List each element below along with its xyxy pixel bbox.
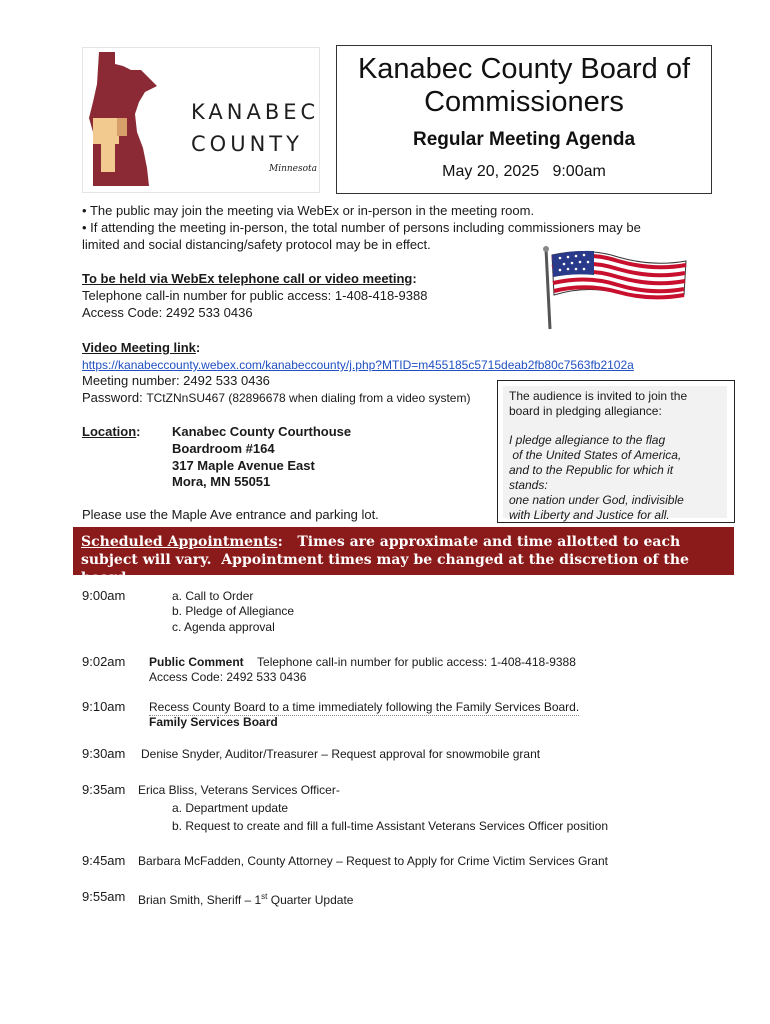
sheriff-text-a: Brian Smith, Sheriff – 1 xyxy=(138,893,262,907)
agenda-snowmobile-grant: Denise Snyder, Auditor/Treasurer – Request approval for snowmobile grant xyxy=(141,747,541,761)
public-comment-access: Access Code: 2492 533 0436 xyxy=(149,670,307,684)
password-value: TCtZNnSU467 (82896678 when dialing from a video system) xyxy=(146,391,471,405)
pledge-intro-1: The audience is invited to join the xyxy=(509,389,688,403)
video-meeting-link[interactable]: https://kanabeccounty.webex.com/kanabeccounty/j.php?MTID=m455185c5715deab2fb80c7563fb2102a xyxy=(82,358,634,372)
agenda-item-pledge: b. Pledge of Allegiance xyxy=(172,604,295,618)
video-heading-line xyxy=(82,340,200,356)
agenda-time-955: 9:55am xyxy=(82,889,126,904)
pledge-line-6: with Liberty and Justice for all. xyxy=(509,508,670,522)
scheduled-appointments-banner xyxy=(73,527,734,586)
sheriff-sup: st xyxy=(261,892,268,901)
notice-2-cont: limited and social distancing/safety protocol may be in effect. xyxy=(82,237,431,252)
agenda-time-910: 9:10am xyxy=(82,699,126,714)
webex-heading-colon: : xyxy=(412,271,417,286)
agenda-time-900: 9:00am xyxy=(82,588,126,603)
agenda-crime-victim-grant: Barbara McFadden, County Attorney – Request to Apply for Crime Victim Services Grant xyxy=(138,854,608,868)
agenda-time-930: 9:30am xyxy=(82,746,126,761)
notice-2: • If attending the meeting in-person, the total number of persons including commissioners may be xyxy=(82,220,641,235)
pledge-box xyxy=(497,380,735,523)
webex-access-code: Access Code: 2492 533 0436 xyxy=(82,305,253,320)
sheriff-text-b: Quarter Update xyxy=(267,893,354,907)
banner-description: : Times are approximate and time allotted to each subject will vary. Appointment times may be changed at the discretion of the board. xyxy=(81,534,694,586)
agenda-time-935: 9:35am xyxy=(82,782,126,797)
location-line-3: 317 Maple Avenue East xyxy=(172,458,315,473)
agenda-public-comment xyxy=(149,654,576,670)
pledge-box-inner xyxy=(503,386,727,522)
agenda-item-call-to-order: a. Call to Order xyxy=(172,589,254,603)
pledge-line-5: one nation under God, indivisible xyxy=(509,493,684,507)
notice-1-text: The public may join the meeting via WebEx or in-person in the meeting room. xyxy=(89,203,535,218)
public-comment-label: Public Comment xyxy=(149,655,244,669)
location-label: Location xyxy=(82,424,137,439)
agenda-subtitle: Regular Meeting Agenda xyxy=(412,129,636,150)
pledge-line-4: stands: xyxy=(509,478,548,492)
banner-text xyxy=(81,533,721,587)
location-line-1: Kanabec County Courthouse xyxy=(172,424,352,439)
video-heading: Video Meeting link xyxy=(82,340,196,355)
agenda-recess: Recess County Board to a time immediately following the Family Services Board. xyxy=(149,700,580,714)
location-label-line xyxy=(82,424,141,440)
notice-2-text: If attending the meeting in-person, the total number of persons including commissioners may be xyxy=(90,220,641,235)
county-logo xyxy=(82,47,320,193)
webex-phone: Telephone call-in number for public access: 1-408-418-9388 xyxy=(82,288,428,303)
pledge-intro-2: board in pledging allegiance: xyxy=(509,404,662,418)
webex-heading: To be held via WebEx telephone call or video meeting xyxy=(82,271,413,286)
pledge-line-1: I pledge allegiance to the flag xyxy=(509,433,666,447)
location-line-2: Boardroom #164 xyxy=(172,441,275,456)
public-comment-phone: Telephone call-in number for public access: 1-408-418-9388 xyxy=(257,655,576,669)
agenda-veterans-b: b. Request to create and fill a full-time Assistant Veterans Services Officer position xyxy=(172,819,608,833)
password-label: Password: xyxy=(82,390,147,405)
agenda-item-approval: c. Agenda approval xyxy=(172,620,275,634)
location-line-4: Mora, MN 55051 xyxy=(172,474,271,489)
meeting-date: May 20, 2025 9:00am xyxy=(442,163,606,180)
agenda-time-945: 9:45am xyxy=(82,853,126,868)
video-heading-colon: : xyxy=(195,340,201,355)
title-box xyxy=(336,45,712,194)
parking-note: Please use the Maple Ave entrance and parking lot. xyxy=(82,507,379,522)
notice-1: • The public may join the meeting via WebEx or in-person in the meeting room. xyxy=(82,203,535,218)
webex-heading-line xyxy=(82,271,417,287)
agenda-sheriff-update xyxy=(138,889,353,908)
logo-state-signature: Minnesota xyxy=(269,164,318,174)
agenda-family-services: Family Services Board xyxy=(149,715,278,729)
logo-word-kanabec: KANABEC xyxy=(191,100,320,124)
agenda-veterans-a: a. Department update xyxy=(172,801,289,815)
american-flag-icon xyxy=(538,245,690,331)
agenda-veterans: Erica Bliss, Veterans Services Officer- xyxy=(138,783,340,797)
meeting-number: Meeting number: 2492 533 0436 xyxy=(82,373,270,388)
logo-word-county: COUNTY xyxy=(191,132,303,156)
location-colon: : xyxy=(136,424,141,439)
board-title: Kanabec County Board of Commissioners xyxy=(357,53,691,118)
banner-label: Scheduled Appointments xyxy=(81,534,278,550)
agenda-time-902: 9:02am xyxy=(82,654,126,669)
pledge-line-2: of the United States of America, xyxy=(509,448,682,462)
pledge-line-3: and to the Republic for which it xyxy=(509,463,674,477)
password-line xyxy=(82,390,470,406)
